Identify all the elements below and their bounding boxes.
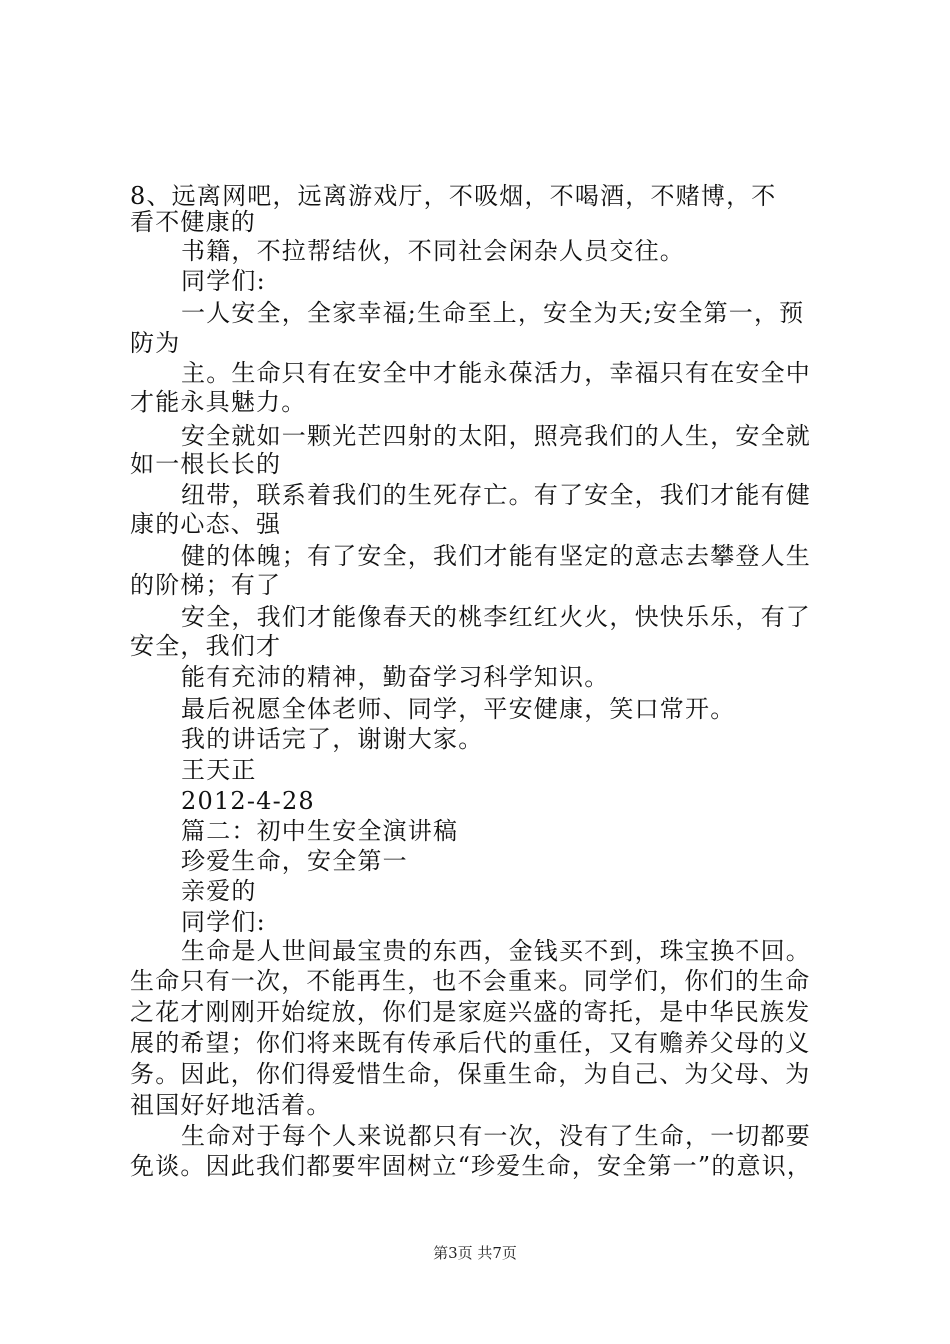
text-line: 才能永具魅力。 <box>130 388 307 416</box>
text-line: 的阶梯；有了 <box>130 571 282 599</box>
text-line: 同学们: <box>181 267 266 295</box>
text-line: 生命对于每个人来说都只有一次，没有了生命，一切都要 <box>181 1122 811 1150</box>
text-line: 能有充沛的精神，勤奋学习科学知识。 <box>181 663 610 691</box>
text-line: 祖国好好地活着。 <box>130 1091 332 1119</box>
text-line: 一人安全，全家幸福;生命至上，安全为天;安全第一，预 <box>181 299 805 327</box>
section-heading: 篇二：初中生安全演讲稿 <box>181 817 459 845</box>
text-line: 防为 <box>130 329 181 357</box>
signature-date: 2012-4-28 <box>181 787 315 815</box>
text-line: 看不健康的 <box>130 208 256 236</box>
text-line: 康的心态、强 <box>130 510 282 538</box>
text-line: 免谈。因此我们都要牢固树立“珍爱生命，安全第一”的意识， <box>130 1152 813 1180</box>
text-line: 纽带，联系着我们的生死存亡。有了安全，我们才能有健 <box>181 481 811 509</box>
signature-name: 王天正 <box>181 756 257 784</box>
text-line: 主。生命只有在安全中才能永葆活力，幸福只有在安全中 <box>181 359 811 387</box>
text-line: 务。因此，你们得爱惜生命，保重生命，为自己、为父母、为 <box>130 1060 811 1088</box>
text-line: 书籍，不拉帮结伙，不同社会闲杂人员交往。 <box>181 237 685 265</box>
page-number: 第3页 共7页 <box>433 1244 517 1262</box>
text-line: 安全，我们才能像春天的桃李红红火火，快快乐乐，有了 <box>181 603 811 631</box>
text-line: 亲爱的 <box>181 877 257 905</box>
speech-title: 珍爱生命，安全第一 <box>181 847 408 875</box>
text-line: 安全就如一颗光芒四射的太阳，照亮我们的人生，安全就 <box>181 422 811 450</box>
text-line: 展的希望；你们将来既有传承后代的重任，又有赡养父母的义 <box>130 1029 811 1057</box>
text-line: 我的讲话完了，谢谢大家。 <box>181 725 484 753</box>
text-line: 生命是人世间最宝贵的东西，金钱买不到，珠宝换不回。 <box>181 937 811 965</box>
text-line: 同学们: <box>181 908 266 936</box>
text-line: 安全，我们才 <box>130 632 282 660</box>
text-line: 健的体魄；有了安全，我们才能有坚定的意志去攀登人生 <box>181 542 811 570</box>
text-line: 之花才刚刚开始绽放，你们是家庭兴盛的寄托，是中华民族发 <box>130 998 811 1026</box>
text-line: 生命只有一次，不能再生，也不会重来。同学们，你们的生命 <box>130 967 811 995</box>
text-line: 如一根长长的 <box>130 450 282 478</box>
text-line: 最后祝愿全体老师、同学，平安健康，笑口常开。 <box>181 695 736 723</box>
text-line: 8、远离网吧，远离游戏厅，不吸烟，不喝酒，不赌博，不 <box>130 182 777 210</box>
